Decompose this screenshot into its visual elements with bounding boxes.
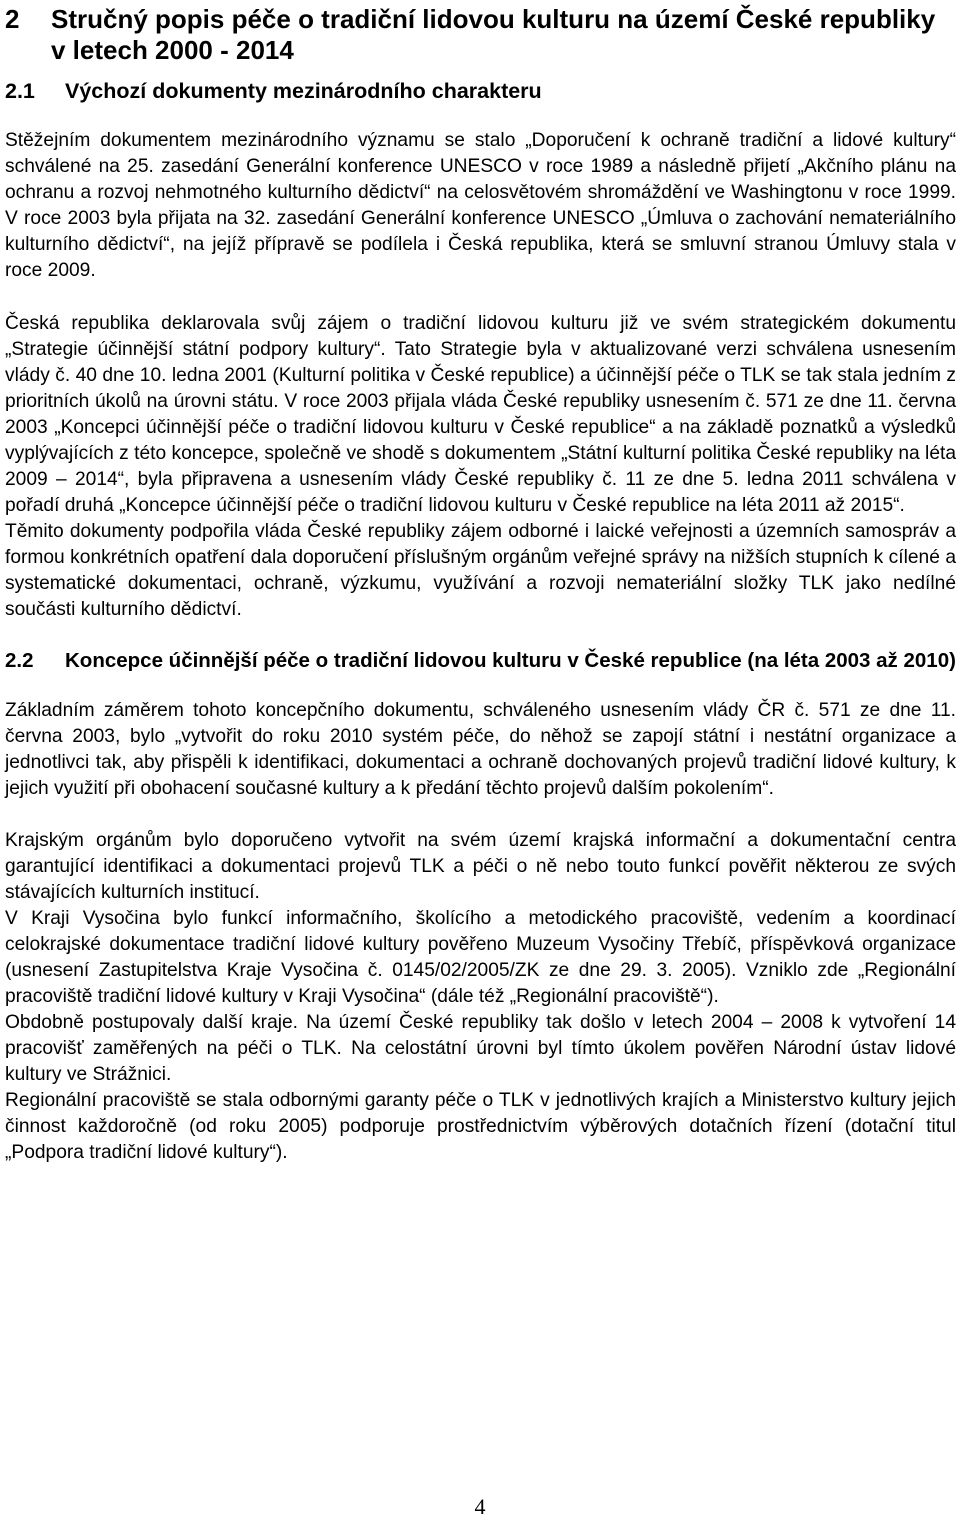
subsection-2-title: Koncepce účinnější péče o tradiční lidovou kulturu v České republice (na léta 2003 až 2010): [65, 649, 956, 672]
subsection-2-number: 2.2: [5, 649, 34, 672]
subsection-1-heading: [5, 77, 956, 105]
page-number: 4: [474, 1494, 486, 1519]
subsection-1-title: Výchozí dokumenty mezinárodního charakteru: [65, 79, 542, 103]
paragraph-other-regions: Obdobně postupovaly další kraje. Na území České republiky tak došlo v letech 2004 – 2008 k vytvoření 14 pracovišť zaměřených na péči o TLK. Na celostátní úrovni byl tímto úkolem pověřen Národní ústav lidové kultury ve Strážnici.: [5, 1012, 956, 1085]
section-number: 2: [5, 4, 20, 34]
paragraph-ministry-support: Regionální pracoviště se stala odbornými garanty péče o TLK v jednotlivých krajích a Ministerstvo kultury jejich činnost každoročně (od roku 2005) podporuje prostřednictvím výběrových dotačních řízení (dotační titul „Podpora tradiční lidové kultury“).: [5, 1090, 956, 1163]
subsection-2-heading: [5, 647, 956, 674]
paragraph-concept-aim: Základním záměrem tohoto koncepčního dokumentu, schváleného usnesením vlády ČR č. 571 ze dne 11. června 2003, bylo „vytvořit do roku 2010 systém péče, do něhož se zapojí státní i nestátní organizace a jednotlivci tak, aby přispěli k identifikaci, dokumentaci a ochraně dochovaných projevů tradiční lidové kultury, k jejich využití při obohacení současné kultury a k předání těchto projevů dalším pokolením“.: [5, 700, 956, 799]
paragraph-government-support: Těmito dokumenty podpořila vláda České republiky zájem odborné i laické veřejnosti a územních samospráv a formou konkrétních opatření dala doporučení příslušným orgánům veřejné správy na nižších stupních k cílené a systematické dokumentaci, ochraně, výzkumu, využívání a rozvoji nemateriální složky TLK jako nedílné součásti kulturního dědictví.: [5, 521, 956, 620]
section-heading: [5, 4, 956, 66]
paragraph-regional-centers: Krajským orgánům bylo doporučeno vytvořit na svém území krajská informační a dokumentační centra garantující identifikaci a dokumentaci projevů TLK a péči o ně nebo touto funkcí pověřit některou ze svých stávajících kulturních institucí.: [5, 830, 956, 903]
section-title: Stručný popis péče o tradiční lidovou kulturu na území České republiky v letech 2000 - 2014: [51, 4, 936, 65]
subsection-1-number: 2.1: [5, 79, 35, 103]
paragraph-unesco-recommendation: Stěžejním dokumentem mezinárodního významu se stalo „Doporučení k ochraně tradiční a lidové kultury“ schválené na 25. zasedání Generální konference UNESCO v roce 1989 a následně přijetí „Akčního plánu na ochranu a rozvoj nehmotného kulturního dědictví“ na celosvětovém shromáždění ve Washingtonu v roce 1999. V roce 2003 byla přijata na 32. zasedání Generální konference UNESCO „Úmluva o zachování nemateriálního kulturního dědictví“, na jejíž přípravě se podílela i Česká republika, která se smluvní stranou Úmluvy stala v roce 2009.: [5, 130, 956, 281]
paragraph-czech-strategy: Česká republika deklarovala svůj zájem o tradiční lidovou kulturu již ve svém strategickém dokumentu „Strategie účinnější státní podpory kultury“. Tato Strategie byla v aktualizované verzi schválena usnesením vlády č. 40 dne 10. ledna 2001 (Kulturní politika v České republice) a účinnější péče o TLK se tak stala jedním z prioritních úkolů na úrovni státu. V roce 2003 přijala vláda České republiky usnesením č. 571 ze dne 11. června 2003 „Koncepci účinnější péče o tradiční lidovou kulturu v České republice“ a na základě poznatků a výsledků vyplývajících z této koncepce, společně ve shodě s dokumentem „Státní kulturní politika České republiky na léta 2009 – 2014“, byla připravena a usnesením vlády České republiky č. 11 ze dne 5. ledna 2011 schválena v pořadí druhá „Koncepce účinnější péče o tradiční lidovou kulturu v České republice na léta 2011 až 2015“.: [5, 313, 956, 516]
paragraph-vysocina: V Kraji Vysočina bylo funkcí informačního, školícího a metodického pracoviště, vedením a koordinací celokrajské dokumentace tradiční lidové kultury pověřeno Muzeum Vysočiny Třebíč, příspěvková organizace (usnesení Zastupitelstva Kraje Vysočina č. 0145/02/2005/ZK ze dne 29. 3. 2005). Vzniklo zde „Regionální pracoviště tradiční lidové kultury v Kraji Vysočina“ (dále též „Regionální pracoviště“).: [5, 908, 956, 1007]
